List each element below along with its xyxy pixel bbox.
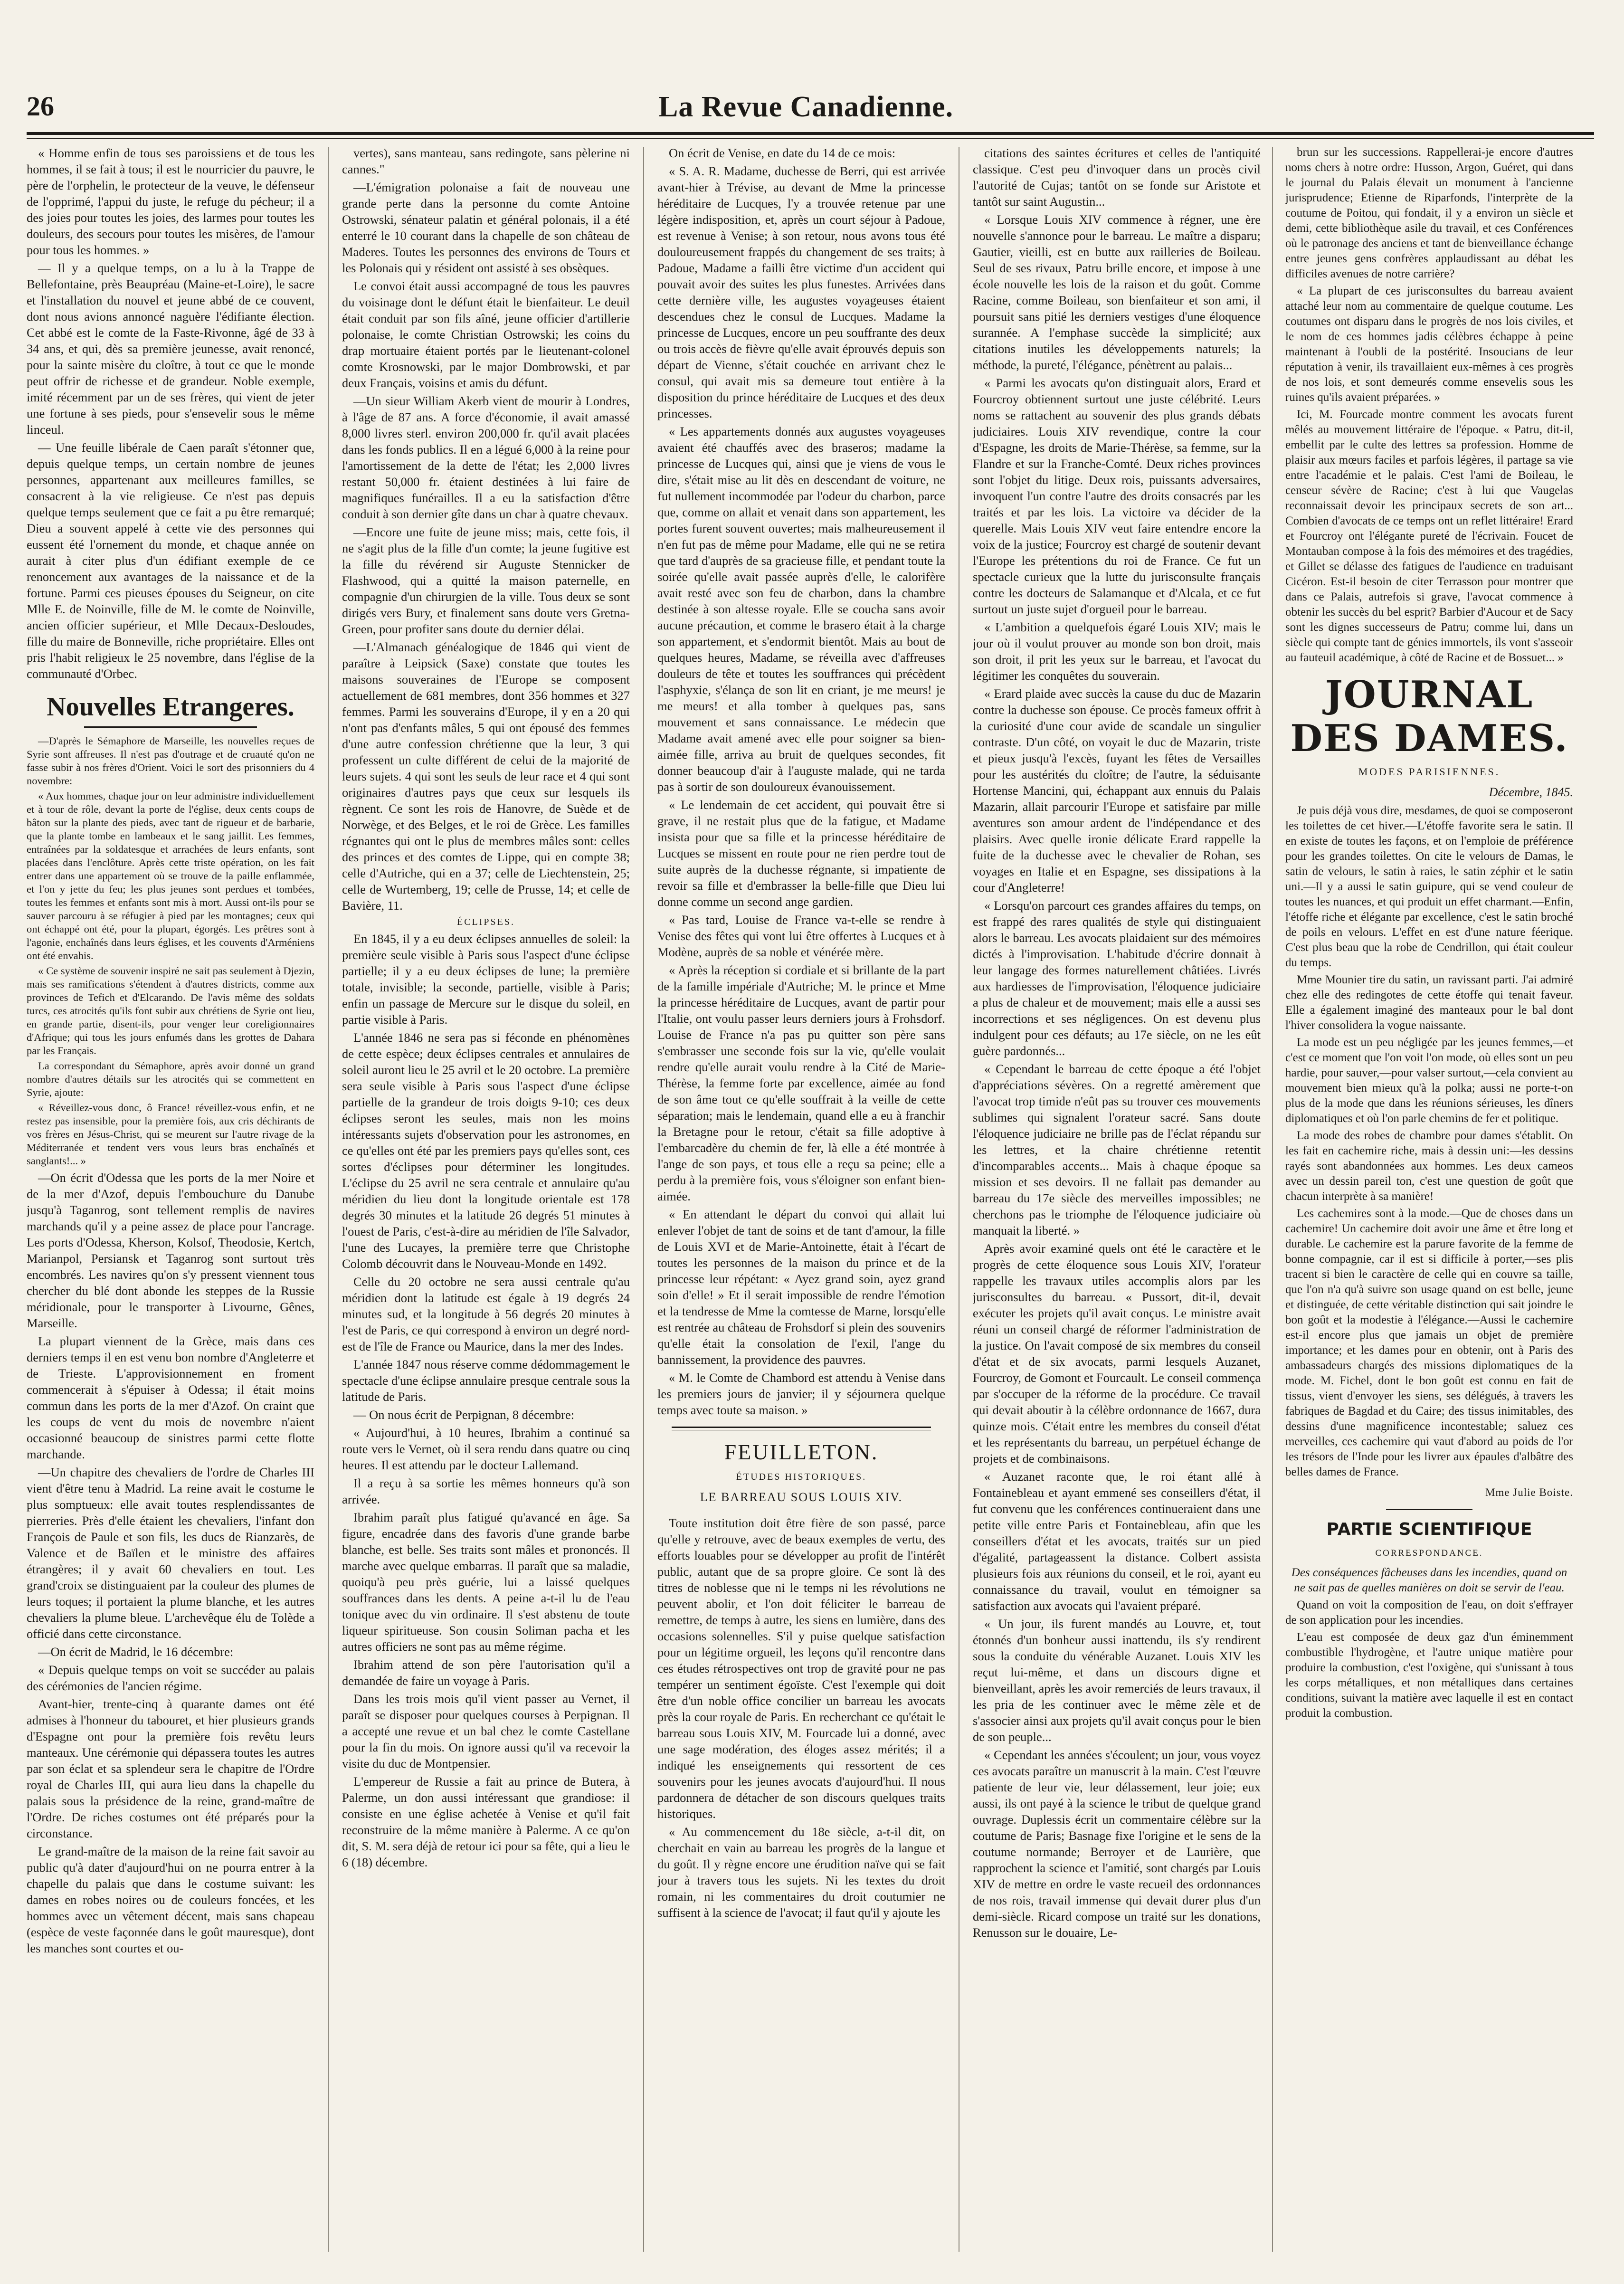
paragraph: Après avoir examiné quels ont été le caractère et le progrès de cette éloquence sous Louis XIV, l'orateur rappelle les travaux utiles accomplis alors par les jurisconsultes du barreau. « Pussort, dit-il, devait exécuter les projets qu'il avait conçus. Le ministre avait réuni un conseil chargé de réformer l'administration de la justice. On l'avait composé de six membres du conseil d'état et de six avocats, parmi lesquels Auzanet, Fourcroy, de Gomont et Fourcault. Le conseil commença par s'occuper de la réforme de la procédure. Ce travail qui devait aboutir à la célèbre ordonnance de 1667, dura quinze mois. C'était entre les membres du conseil d'état et les représentants du barreau, un perpétuel échange de projets et de combinaisons.: [973, 1241, 1261, 1466]
paragraph: « Réveillez-vous donc, ô France! réveillez-vous enfin, et ne restez pas insensible, pour la première fois, aux cris déchirants de vos frères en Jésus-Christ, qui se meurent sur l'autre rivage de la Méditerranée et tendent vers vous leurs bras enchaînés et sanglants!... »: [27, 1102, 314, 1167]
paragraph: Toute institution doit être fière de son passé, parce qu'elle y retrouve, avec de beaux exemples de vertu, des efforts louables pour se développer au profit de l'intérêt public, autant que de sa propre gloire. Ce sont là des titres de noblesse que ni le temps ni les révolutions ne peuvent abolir, et l'on doit féliciter le barreau de remettre, de temps à autre, les siens en lumière, dans des occasions solennelles. S'il y puise quelque satisfaction pour un légitime orgueil, les leçons qu'il rencontre dans ces études rétrospectives ont trop de gravité pour ne pas tempérer un sentiment égoïste. C'est l'exemple qui doit être d'un noble office concilier un barreau les avocats près la cour royale de Paris. En recherchant ce qu'était le barreau sous Louis XIV, M. Fourcade lui a donné, avec une sage modération, des éloges assez mérités; il a indiqué les enseignements qui ressortent de ces souvenirs pour les jeunes avocats d'aujourd'hui. Il nous pardonnera de détacher de son discours quelques traits historiques.: [657, 1516, 945, 1821]
paragraph: L'année 1847 nous réserve comme dédommagement le spectacle d'une éclipse annulaire presque centrale sous la latitude de Paris.: [342, 1357, 630, 1404]
paragraph: « Auzanet raconte que, le roi étant allé à Fontainebleau et ayant emmené ses conseillers d'état, il fut convenu que les conférences continueraient dans une petite ville entre Paris et Fontainebleau, afin que les conseillers d'état et les avocats, traités sur un pied d'égalité, partageassent la distance. Colbert assista plusieurs fois aux réunions du conseil, et le roi, ayant eu connaissance du travail, voulut en témoigner sa satisfaction aux avocats qui l'avaient préparé.: [973, 1469, 1261, 1613]
section-rule: [1386, 1509, 1472, 1510]
paragraph: L'eau est composée de deux gaz d'un éminemment combustible l'hydrogène, et l'autre unique matière pour produire la combustion, c'est l'oxigène, qui s'unissant à tous les corps métalliques, et non métalliques dans certaines conditions, suivant la matière avec laquelle il est en contact produit la combustion.: [1285, 1631, 1573, 1720]
section-title-nouvelles-etrangeres: Nouvelles Etrangeres.: [47, 692, 294, 722]
section-rule: [672, 1427, 931, 1430]
article-title-barreau: LE BARREAU SOUS LOUIS XIV.: [700, 1490, 903, 1504]
paragraph: Avant-hier, trente-cinq à quarante dames ont été admises à l'honneur du tabouret, et hier plusieurs grands d'Espagne ont pour la première fois revêtu leurs manteaux. Une cérémonie qui dépassera toutes les autres par son éclat et sa splendeur sera le chapitre de l'Ordre royal de Charles III, qui aura lieu dans la chapelle du palais sous la présidence de la reine, grand-maître de l'Ordre. De riches costumes ont été préparés pour la circonstance.: [27, 1697, 314, 1840]
dateline: Décembre, 1845.: [1489, 785, 1573, 799]
column-5: [1285, 145, 1573, 2278]
paragraph: Ibrahim attend de son père l'autorisation qu'il a demandée de faire un voyage à Paris.: [342, 1657, 630, 1688]
column-separator: [643, 147, 644, 2252]
header-rule-thick: [27, 132, 1594, 135]
header-rule-thin: [27, 138, 1594, 139]
section-title-journal-des-dames: JOURNAL DES DAMES.: [1290, 673, 1568, 760]
column-2: [342, 145, 630, 2278]
paragraph: —On écrit d'Odessa que les ports de la mer Noire et de la mer d'Azof, depuis l'embouchure du Danube jusqu'à Taganrog, sont tellement remplis de navires marchands qu'il y a peine assez de place pour l'ancrage. Les ports d'Odessa, Kherson, Kolsof, Theodosie, Kertch, Marianpol, Persiansk et Taganrog sont surtout très encombrés. Les navires qu'on s'y pressent viennent tous chercher du blé dont abonde les steppes de la Russie méridionale, pour le transporter à Livourne, Gênes, Marseille.: [27, 1171, 314, 1330]
paragraph: Des conséquences fâcheuses dans les incendies, quand on ne sait pas de quelles manières on doit se servir de l'eau.: [1291, 1566, 1567, 1594]
paragraph: — Une feuille libérale de Caen paraît s'étonner que, depuis quelque temps, un certain nombre de jeunes personnes, appartenant aux meilleures familles, se consacrent à la vie religieuse. Ce n'est pas depuis quelque temps seulement que ce fait a pu être remarqué; Dieu a souvent appelé à cette vie des personnes qui eussent été l'ornement du monde, et chaque année on aurait à citer plus d'un édifiant exemple de ce renoncement aux avantages de la naissance et de la fortune. Parmi ces pieuses épouses du Seigneur, on cite Mlle E. de Noinville, fille de M. le comte de Noinville, ancien officier supérieur, et Mlle Decaux-Desloudes, fille du maire de Bonneville, riche propriétaire. Elles ont pris l'habit religieux le 25 novembre, dans l'église de la communauté d'Orbec.: [27, 440, 314, 681]
paragraph: « Cependant le barreau de cette époque a été l'objet d'appréciations sévères. On a regretté amèrement que l'avocat trop timide n'eût pas su trouver ces mouvements sublimes qui signalent l'orateur sacré. Sans doute l'éloquence judiciaire ne brille pas de l'éclat répandu sur les lettres, et la chaire chrétienne retentit d'incomparables accents... Mais à chaque époque sa mission et ses devoirs. Il ne fallait pas demander au barreau du 17e siècle des merveilles impossibles; ne cherchons pas le triomphe de l'éloquence judiciaire où manquait la liberté. »: [973, 1062, 1261, 1237]
page-number: 26: [27, 91, 54, 122]
subheading-modes-parisiennes: MODES PARISIENNES.: [1358, 766, 1501, 778]
paragraph: —Un sieur William Akerb vient de mourir à Londres, à l'âge de 87 ans. A force d'économie, il avait amassé 8,000 livres sterl. environ 200,000 fr. qu'il avait placées dans les fonds publics. Il en a légué 6,000 à la reine pour l'amortissement de la dette de l'état; les 2,000 livres restant 50,000 fr. étaient destinées à lui faire de magnifiques funérailles. Il a eu la satisfaction d'être conduit à son dernier gîte dans un char à quatre chevaux.: [342, 394, 630, 521]
paragraph: « Lorsqu'on parcourt ces grandes affaires du temps, on est frappé des rares qualités de style qui distinguaient alors le barreau. Les avocats plaidaient sur des mémoires dictés à l'improvisation. L'habitude d'écrire donnait à leur langage des formes naturellement châtiées. Livrés aux hardiesses de l'improvisation, l'éloquence judiciaire a plus de chaleur et de mouvement; mais elle a aussi ses incorrections et ses négligences. On est devenu plus indulgent pour ces défauts; au 17e siècle, on ne les eût guère pardonnés...: [973, 898, 1261, 1058]
paragraph: La correspondant du Sémaphore, après avoir donné un grand nombre d'autres détails sur les atrocités qui se commettent en Syrie, ajoute:: [27, 1060, 314, 1098]
paragraph: « Aux hommes, chaque jour on leur administre individuellement et à tour de rôle, devant la porte de l'église, deux cents coups de bâton sur la plante des pieds, avec tant de rigueur et de barbarie, que la plante tombe en lambeaux et le sang jaillit. Les femmes, entraînées par la soldatesque et arrachées de leurs enfants, sont placées dans l'enclôture. Après cette triste opération, on les fait entrer dans une appartement où se trouve de la paille enflammée, et l'on y jette du feu; les plus jeunes sont perdues et tombées, toutes les femmes et enfants sont mis à mort. Aussi ont-ils pour se sauver parcouru à se réfugier à pied par les montagnes; ceux qui ont échappé ont été, pour la plupart, égorgés. Les prêtres sont à l'agonie, enchaînés dans leurs églises, et les couvents d'Arméniens ont été envahis.: [27, 790, 314, 961]
paragraph: Celle du 20 octobre ne sera aussi centrale qu'au méridien dont la latitude est égale à 19 degrés 24 minutes sud, et la longitude à 56 degrés 20 minutes à l'est de Paris, ce qui correspond à environ un degré nord-est de l'île de France ou Maurice, dans la mer des Indes.: [342, 1275, 630, 1353]
column-1: [27, 145, 314, 2278]
running-header: [27, 90, 1594, 133]
paragraph: « Les appartements donnés aux augustes voyageuses avaient été chauffés avec des braseros; madame la princesse de Lucques qui, ainsi que je viens de vous le dire, s'était mise au lit dès en descendant de voiture, ne fut nullement incommodée par l'odeur du charbon, parce que, comme on allait et venait dans son appartement, les portes furent souvent ouvertes; mais malheureusement il n'en fut pas de même pour Madame, elle qui ne se retira que tard d'auprès de sa gracieuse fille, et pendant toute la soirée qu'elle avait passée auprès d'elle, le calorifère avait resté avec son feu de charbon, dans la chambre destinée à son altesse royale. Elle se coucha sans avoir aucune précaution, et comme le brasero était à la charge son appartement, et s'endormit bientôt. Mais au bout de quelques heures, Madame, se réveilla avec d'affreuses douleurs de tête et toutes les souffrances qui précèdent l'asphyxie, s'élança de son lit en criant, je me meurs! je me meurs! et alla tomber à quelques pas, sans mouvement et sans connaissance. Le médecin que Madame avait amené avec elle pour soigner sa bien-aimée fille, arriva au bruit de quelques secondes, fit donner beaucoup d'air à l'auguste malade, qui ne tarda pas à sortir de son douloureux évanouissement.: [657, 424, 945, 794]
paragraph: —On écrit de Madrid, le 16 décembre:: [38, 1645, 234, 1659]
paragraph: « L'ambition a quelquefois égaré Louis XIV; mais le jour où il voulut prouver au monde son bon droit, mais son droit, il prit les yeux sur le barreau, et l'avocat du légitimer les conquêtes du souverain.: [973, 620, 1261, 683]
paragraph: « Après la réception si cordiale et si brillante de la part de la famille impériale d'Autriche; M. le prince et Mme la princesse héréditaire de Lucques, avant de partir pour l'Italie, ont voulu passer leurs derniers jours à Frohsdorf. Louise de France n'a pas pu quitter son père sans s'embrasser une seconde fois sur la vie, qu'elle voulait rendre qu'elle aurait voulu rendre à la Cité de Marie-Thérèse, la femme forte par excellence, aimée au fond de son âme tout ce qu'elle souffrait à la veille de cette séparation; mais le lendemain, quand elle a eu à franchir la Bretagne pour le retour, c'était sa fille adoptive à l'embarcadère du chemin de fer, là elle a été montrée à l'ange de son pays, et tous elle a reçu sa peine; elle a perdu à la première fois, vous s'éloigner son enfant bien-aimée.: [657, 963, 945, 1203]
paragraph: On écrit de Venise, en date du 14 de ce mois:: [669, 146, 896, 160]
subheading-correspondance: CORRESPONDANCE.: [1375, 1548, 1483, 1558]
paragraph: « Lorsque Louis XIV commence à régner, une ère nouvelle s'annonce pour le barreau. Le maître a disparu; Gautier, vieilli, est en butte aux railleries de Boileau. Seul de ses rivaux, Patru brille encore, et impose à une école nouvelle les lois de la raison et du goût. Comme Racine, comme Boileau, son bienfaiteur et son ami, il poursuit sans pitié les derniers vestiges d'une éloquence surannée. A l'emphase succède la simplicité; aux citations inutiles les développements naturels; la méthode, la pureté, l'élégance, pénètrent au palais...: [973, 212, 1261, 372]
paragraph: Ici, M. Fourcade montre comment les avocats furent mêlés au mouvement littéraire de l'époque. « Patru, dit-il, embellit par le culte des lettres sa profession. Homme de plaisir aux mœurs faciles et parfois légères, il partage sa vie entre l'académie et le palais. C'est l'ami de Boileau, le censeur sévère de Racine; c'est à lui que Vaugelas reconnaissait devoir les principaux secrets de son art... Combien d'avocats de ce temps ont un reflet littéraire! Erard et Fourcroy ont l'élégante pureté de l'écrivain. Foucet de Montauban compose à la fois des mémoires et des tragédies, et Gillet se délasse des fatigues de l'audience en traduisant Cicéron. Est-il besoin de citer Terrasson pour montrer que dans ce Palais, autrefois si grave, l'avocat commence à obtenir les succès du bel esprit? Barbier d'Aucour et de Sacy sont les dignes successeurs de Patru; comme lui, dans un siècle qui compte tant de génies immortels, ils vont s'asseoir au fauteuil académique, à côté de Racine et de Bossuet... »: [1285, 408, 1573, 664]
paragraph: —Encore une fuite de jeune miss; mais, cette fois, il ne s'agit plus de la fille d'un comte; la jeune fugitive est la fille du révérend sir Auguste Stennicker de Flashwood, qui a quitté la maison paternelle, en compagnie d'un chirurgien de la ville. Tous deux se sont dirigés vers Bury, et finalement sans doute vers Gretna-Green, pour profiter sans doute du dernier délai.: [342, 525, 630, 636]
paragraph: La mode est un peu négligée par les jeunes femmes,—et c'est ce moment que l'on voit l'on mode, où elles sont un peu hardie, pour sauver,—pour valser surtout,—cela convient au mouvement bien mieux qu'à la polka; aussi ne porte-t-on plus de la mode que dans les réunions sérieuses, les dîners diplomatiques et où l'on parle chemins de fer et politique.: [1285, 1036, 1573, 1125]
paragraph: Les cachemires sont à la mode.—Que de choses dans un cachemire! Un cachemire doit avoir une âme et être long et durable. Le cachemire est la parure favorite de la femme de bonne compagnie, car il est si difficile à porter,—ses plis tracent si bien le caractère de celle qui en couvre sa taille, que l'on n'a qu'à suivre son usage quand on est belle, jeune et distinguée, de cette véritable distinction qui sait joindre le bon goût et la modestie à l'élégance.—Aussi le cachemire est-il encore plus que jamais un objet de première importance; et les dames pour en obtenir, ont à Paris des ambassadeurs chargés des missions diplomatiques de la mode. M. Fichel, dont le bon goût est connu en fait de tissus, vient d'envoyer les siens, ses délégués, à travers les fabriques de Bagdad et du Caire; des tissus inimitables, des dessins d'une magnificence incontestable; saluez ces merveilles, ces cachemire qui vaut d'abord au poids de l'or les trésors de l'Inde pour les livrer aux épaules d'albâtre des belles dames de France.: [1285, 1207, 1573, 1478]
paragraph: « Erard plaide avec succès la cause du duc de Mazarin contre la duchesse son épouse. Ce procès fameux offrit à la curiosité d'une cour avide de scandale un singulier contraste. D'un côté, on voyait le duc de Mazarin, triste et pieux jusqu'à l'excès, fuyant les fêtes de Versailles pour les austérités du cloître; de l'autre, la séduisante Hortense Mancini, qui, échappant aux ennuis du Palais Mazarin, allait parcourir l'Europe et satisfaire par mille aventures son amour ardent de l'indépendance et des plaisirs. Avec quelle ironie délicate Erard rappelle la fuite de la duchesse avec le chevalier de Rohan, ses voyages en Italie et en Espagne, ses dissipations à la cour d'Angleterre!: [973, 686, 1261, 895]
paragraph: « Depuis quelque temps on voit se succéder au palais des cérémonies de l'ancien régime.: [27, 1663, 314, 1693]
subheading-eclipses: ÉCLIPSES.: [456, 917, 515, 927]
feuilleton-subtitle: ÉTUDES HISTORIQUES.: [736, 1472, 867, 1482]
paragraph: « Homme enfin de tous ses paroissiens et de tous les hommes, il se fait à tous; il est le nourricier du pauvre, le père de l'orphelin, le protecteur de la veuve, le défenseur de l'opprimé, l'appui du juste, le refuge du pécheur; il a des joies pour toutes les joies, des larmes pour toutes les douleurs, des secours pour toutes les misères, de l'amour pour tous les hommes. »: [27, 146, 314, 257]
paragraph: Le grand-maître de la maison de la reine fait savoir au public qu'à dater d'aujourd'hui on ne pourra entrer à la chapelle du palais que dans le costume suivant: les dames en robes noires ou de couleurs foncées, et les hommes avec un vêtement décent, mais sans chapeau (espèce de veste façonnée dans le goût mauresque), dont les manches sont courtes et ou-: [27, 1844, 314, 1955]
paragraph: Il a reçu à sa sortie les mêmes honneurs qu'à son arrivée.: [342, 1476, 630, 1506]
paragraph: « Pas tard, Louise de France va-t-elle se rendre à Venise des fêtes qui vont lui être offertes à Lucques et à Modène, auprès de sa noble et vénérée mère.: [657, 913, 945, 959]
journal-title: La Revue Canadienne.: [658, 91, 954, 123]
section-title-partie-scientifique: PARTIE SCIENTIFIQUE: [1326, 1520, 1532, 1539]
paragraph: « Au commencement du 18e siècle, a-t-il dit, on cherchait en vain au barreau les progrès de la langue et du goût. Il y règne encore une érudition naïve qui se fait jour à travers tous les sujets. Ni les textes du droit romain, ni les commentaires du droit coutumier ne suffisent à la science de l'avocat; il faut qu'il y ajoute les: [657, 1825, 945, 1920]
paragraph: « Un jour, ils furent mandés au Louvre, et, tout étonnés d'un bonheur aussi inattendu, ils s'y rendirent sous la conduite du vénérable Auzanet. Louis XIV les reçut lui-même, et dans un discours digne et bienveillant, après les avoir remerciés de leurs travaux, il les pria de les continuer avec le même zèle et de s'associer ainsi aux projets qu'il avait conçus pour le bien de son peuple...: [973, 1617, 1261, 1744]
paragraph: —Un chapitre des chevaliers de l'ordre de Charles III vient d'être tenu à Madrid. La reine avait le costume le plus somptueux: elle avait toutes resplendissantes de pierreries. Près d'elle étaient les chevaliers, l'infant don François de Paule et son fils, les ducs de Rianzarès, de Valence et de Baïlen et le ministre des affaires étrangères; il y avait 60 chevaliers en tout. Les grand'croix se distinguaient par la couleur des plumes de leurs toques; il portaient la plume blanche, et les autres chevaliers la plume bleue. L'archevêque élu de Tolède a officié dans cette circonstance.: [27, 1465, 314, 1641]
paragraph: Ibrahim paraît plus fatigué qu'avancé en âge. Sa figure, encadrée dans des favoris d'une grande barbe blanche, est belle. Ses traits sont mâles et prononcés. Il marche avec quelque embarras. Il paraît que sa maladie, quoiqu'à peu près guérie, lui a laissé quelques souffrances dans les dents. A peine a-t-il lu de l'eau tonique avec du vin ordinaire. Il s'est abstenu de toute liqueur spiritueuse. Son cousin Soliman pacha et les autres officiers ne sont pas au même régime.: [342, 1510, 630, 1654]
paragraph: Dans les trois mois qu'il vient passer au Vernet, il paraît se disposer pour quelques courses à Perpignan. Il a accepté une revue et un bal chez le comte Castellane pour la fin du mois. On ignore aussi qu'il va recevoir la visite du duc de Montpensier.: [342, 1692, 630, 1770]
paragraph: « Parmi les avocats qu'on distinguait alors, Erard et Fourcroy obtiennent surtout une juste célébrité. Leurs noms se rattachent au souvenir des plus grands débats judiciaires. Louis XIV revendique, contre la cour d'Espagne, les droits de Marie-Thérèse, sa femme, sur la Flandre et sur la Franche-Comté. Deux riches provinces sont l'objet du litige. Deux rois, puissants adversaires, invoquent l'un contre l'autre des droits consacrés par les traités et par les lois. La victoire va décider de la querelle. Mais Louis XIV veut faire entendre encore la voix de la justice; Fourcroy est chargé de soutenir devant l'Europe les prétentions du roi de France. Ce fut un spectacle curieux que la lutte du jurisconsulte français contre les docteurs de Salamanque et d'Alcala, et ce fut surtout un juste sujet d'orgueil pour le barreau.: [973, 376, 1261, 616]
column-separator: [328, 147, 329, 2252]
paragraph: « Aujourd'hui, à 10 heures, Ibrahim a continué sa route vers le Vernet, où il sera rendu dans quatre ou cinq heures. Il est attendu par le docteur Lallemand.: [342, 1426, 630, 1472]
author-signature: Mme Julie Boiste.: [1485, 1486, 1573, 1498]
paragraph: En 1845, il y a eu deux éclipses annuelles de soleil: la première seule visible à Paris sous l'aspect d'une éclipse partielle; il y a eu deux éclipses de lune; la première totale, invisible; la seconde, partielle, visible à Paris; enfin un passage de Mercure sur le disque du soleil, en partie visible à Paris.: [342, 932, 630, 1027]
paragraph: — On nous écrit de Perpignan, 8 décembre:: [353, 1408, 575, 1422]
paragraph: La plupart viennent de la Grèce, mais dans ces derniers temps il en est venu bon nombre d'Angleterre et de Trieste. L'approvisionnement en froment commencerait à s'épuiser à Odessa; il était moins commun dans les ports de la mer d'Azof. On craint que les coups de vent du mois de novembre n'aient occasionné beaucoup de sinistres parmi cette flotte marchande.: [27, 1334, 314, 1461]
paragraph: —L'Almanach généalogique de 1846 qui vient de paraître à Leipsick (Saxe) constate que toutes les maisons souveraines de l'Europe se composent actuellement de 681 membres, dont 356 hommes et 327 femmes. Parmi les souverains d'Europe, il y en a 20 qui n'ont pas d'enfants mâles, 5 qui ont épousé des femmes d'une autre confession chrétienne que la leur, 3 qui professent un culte différent de celui de la majorité de leurs sujets. 4 qui sont les seuls de leur race et 4 qui sont originaires d'autres pays que ceux sur lesquels ils règnent. Ce sont les rois de Hanovre, de Suède et de Norwège, et des Belges, et le roi de Grèce. Les familles régnantes qui ont le plus de membres mâles sont: celles des princes et des comtes de Lippe, qui en compte 38; celle d'Autriche, qui en a 37; celle de Liechtenstein, 25; celle de Wurtemberg, 19; celle de Prusse, 14; et celle de Bavière, 11.: [342, 640, 630, 913]
paragraph: « M. le Comte de Chambord est attendu à Venise dans les premiers jours de janvier; il y séjournera quelque temps avec toute sa maison. »: [657, 1370, 945, 1417]
paragraph: brun sur les successions. Rappellerai-je encore d'autres noms chers à notre ordre: Husson, Argon, Guéret, qui dans le journal du Palais élevait un monument à l'ancienne jurisprudence; Etienne de Riparfonds, l'interprète de la coutume de Poitou, qui fondait, il y a environ un siècle et demi, cette bibliothèque asile du travail, et ces Conférences où le patronage des anciens et tant de bienveillance échange entre jeunes gens confrères applaudissant au débat les difficiles avenues de notre carrière?: [1285, 146, 1573, 280]
paragraph: « Cependant les années s'écoulent; un jour, vous voyez ces avocats paraître un manuscrit à la main. C'est l'œuvre patiente de leur vie, leur délassement, leur joie; eux aussi, ils ont payé à la science le tribut de quelque grand ouvrage. Duplessis écrit un commentaire célèbre sur la coutume de Paris; Basnage fixe l'origine et le sens de la coutume normande; Berroyer et de Laurière, que rapprochent la science et l'amitié, sont chargés par Louis XIV de mettre en ordre le vaste recueil des ordonnances de nos rois, travail immense qui devait durer plus d'un demi-siècle. Ricard compose un traité sur les donations, Renusson sur le douaire, Le-: [973, 1748, 1261, 1940]
paragraph: L'empereur de Russie a fait au prince de Butera, à Palerme, un don aussi intéressant que grandiose: il consiste en une église achetée à Venise et qu'il fait reconstruire de la même manière à Palerme. A ce qu'on dit, S. M. sera déjà de retour ici pour sa fête, qui a lieu le 6 (18) décembre.: [342, 1774, 630, 1869]
column-separator: [1272, 147, 1273, 2252]
paragraph: « Le lendemain de cet accident, qui pouvait être si grave, il ne restait plus que de la fatigue, et Madame insista pour que sa fille et la princesse héréditaire de Lucques se missent en route pour ne rien perdre tout de suite auprès de la duchesse régnante, si impatiente de revoir sa fille et d'embrasser la belle-fille que Dieu lui donne comme un second ange gardien.: [657, 798, 945, 909]
paragraph: Je puis déjà vous dire, mesdames, de quoi se composeront les toilettes de cet hiver.—L'étoffe favorite sera le satin. Il en existe de toutes les façons, et on l'emploie de préférence pour les grandes toilettes. On cite le velours de Damas, le satin de velours, le satin à raies, le satin zéphir et le satin uni.—Il y a aussi le satin guipure, qui se vend couleur de toutes les nuances, et qui produit un effet charmant.—Enfin, l'étoffe riche et élégante par excellence, c'est le satin broché de poils en velours. L'effet en est d'une nature féerique. C'est plus beau que la robe de Cendrillon, qui était couleur du temps.: [1285, 804, 1573, 969]
column-3: [657, 145, 945, 2278]
paragraph: citations des saintes écritures et celles de l'antiquité classique. C'est peu d'invoquer dans un procès civil l'autorité de Cujas; tantôt on se fonde sur Aristote et tantôt sur saint Augustin...: [973, 146, 1261, 209]
paragraph: Le convoi était aussi accompagné de tous les pauvres du voisinage dont le défunt était le bienfaiteur. Le deuil était conduit par son fils aîné, jeune officier d'artillerie polonaise, le comte Christian Ostrowski; les coins du drap mortuaire étaient portés par le lieutenant-colonel comte Krosnowski, par le major Dombrowski, et par deux Français, voisins et amis du défunt.: [342, 279, 630, 390]
paragraph: « En attendant le départ du convoi qui allait lui enlever l'objet de tant de soins et de tant d'amour, la fille de Louis XVI et de Marie-Antoinette, était à l'écart de toutes les personnes de la maison du prince et de la princesse leur répétant: « Ayez grand soin, ayez grand soin d'elle! » Et il serait impossible de rendre l'émotion et la tendresse de Mme la comtesse de Marne, lorsqu'elle est rentrée au château de Frohsdorf si plein des souvenirs qu'elle était la consolation de l'exil, l'ange du bannissement, la providence des pauvres.: [657, 1207, 945, 1367]
paragraph: La mode des robes de chambre pour dames s'établit. On les fait en cachemire riche, mais à dessin uni:—les dessins rayés sont abandonnées aux hommes. Les deux cameos avec un dessin pareil ton, c'est une question de goût que chacun interprète à sa manière!: [1285, 1129, 1573, 1203]
paragraph: —L'émigration polonaise a fait de nouveau une grande perte dans la personne du comte Antoine Ostrowski, sénateur palatin et général polonais, il a été enterré le 10 courant dans la chapelle de son château de Maderes. Toutes les personnes des environs de Tours et les Polonais qui y résident ont assisté à ses obsèques.: [342, 180, 630, 275]
section-title-feuilleton: FEUILLETON.: [724, 1440, 879, 1464]
paragraph: « La plupart de ces jurisconsultes du barreau avaient attaché leur nom au commentaire de quelque coutume. Les coutumes ont disparu dans le progrès de nos lois civiles, et le nom de ces hommes jadis célèbres échappe à peine maintenant à l'oubli de la postérité. Insoucians de leur réputation à venir, ils travaillaient eux-mêmes à ces progrès de nos lois, et sont demeurés comme ensevelis sous les ruines qu'ils avaient préparées. »: [1285, 285, 1573, 404]
column-4: [973, 145, 1261, 2278]
paragraph: Quand on voit la composition de l'eau, on doit s'effrayer de son application pour les incendies.: [1285, 1599, 1573, 1627]
paragraph: L'année 1846 ne sera pas si féconde en phénomènes de cette espèce; deux éclipses centrales et annulaires de soleil auront lieu le 25 avril et le 20 octobre. La première sera seule visible à Paris sous l'aspect d'une éclipse partielle de la grandeur de trois doigts 9-10; ces deux éclipses seront les seules, mais non les moins intéressants sujets d'observation pour les astronomes, en ce qu'elles ont été par les premiers pays qu'elles sont, ces sortes d'éclipses pour déterminer les longitudes. L'éclipse du 25 avril ne sera centrale et annulaire qu'au méridien du lieu dont la longitude orientale est 178 degrés 30 minutes et la latitude 26 degrés 51 minutes à l'ouest de Paris, c'est-à-dire au méridien de l'île Salvador, l'une des Lucayes, la première terre que Christophe Colomb découvrit dans le Nouveau-Monde en 1492.: [342, 1030, 630, 1271]
paragraph: « S. A. R. Madame, duchesse de Berri, qui est arrivée avant-hier à Trévise, au devant de Mme la princesse héréditaire de Lucques, l'y a trouvée retenue par une légère indisposition, et, après un court séjour à Padoue, est revenue à Venise; à son retour, nous avons tous été douloureusement frappés du changement de ses traits; à Padoue, Madame a failli être victime d'un accident qui pouvait avoir des suites les plus funestes. Arrivées dans cette dernière ville, les augustes voyageuses étaient descendues chez le consul de Lucques. Madame la princesse de Lucques, encore un peu souffrante des deux ou trois accès de fièvre qu'elle avait éprouvés depuis son départ de Vienne, s'était couchée en arrivant chez le consul, qui avait mis sa demeure tout entière à la disposition du prince héréditaire de Lucques et des deux princesses.: [657, 164, 945, 420]
section-rule: [84, 726, 257, 728]
paragraph: Mme Mounier tire du satin, un ravissant parti. J'ai admiré chez elle des redingotes de cette étoffe qui tenait faveur. Elle a également imaginé des manteaux pour le bal dont l'hiver consolidera la vogue naissante.: [1285, 973, 1573, 1032]
paragraph: « Ce système de souvenir inspiré ne sait pas seulement à Djezin, mais ses ramifications s'étendent à d'autres districts, comme aux provinces de Tefich et d'Elcarando. De l'avis même des soldats turcs, ces atrocités qu'ils font subir aux chrétiens de Syrie ont lieu, en grande partie, disent-ils, pour venger leur coreligionnaires d'Afrique; qui tous les jours enfumés dans les grottes de Dahara par les Français.: [27, 965, 314, 1056]
paragraph: vertes), sans manteau, sans redingote, sans pèlerine ni cannes.": [342, 146, 630, 176]
paragraph: — Il y a quelque temps, on a lu à la Trappe de Bellefontaine, près Beaupréau (Maine-et-Loire), le sacre et l'installation du nouvel et jeune abbé de ce couvent, dont nous avions annoncé naguère l'édifiante élection. Cet abbé est le comte de la Faste-Rivonne, âgé de 33 à 34 ans, et qui, dès sa première jeunesse, avait renoncé, pour la sainte misère du cloître, à tout ce que le monde peut offrir de richesse et de grandeur. Noble exemple, imité récemment par un de ses frères, qui vient de jeter une fortune à ses pieds, pour s'ensevelir sous le même linceul.: [27, 261, 314, 437]
paragraph: —D'après le Sémaphore de Marseille, les nouvelles reçues de Syrie sont affreuses. Il n'est pas d'outrage et de cruauté qu'on ne fasse subir à nos frères d'Orient. Voici le sort des prisonniers du 4 novembre:: [27, 735, 314, 787]
